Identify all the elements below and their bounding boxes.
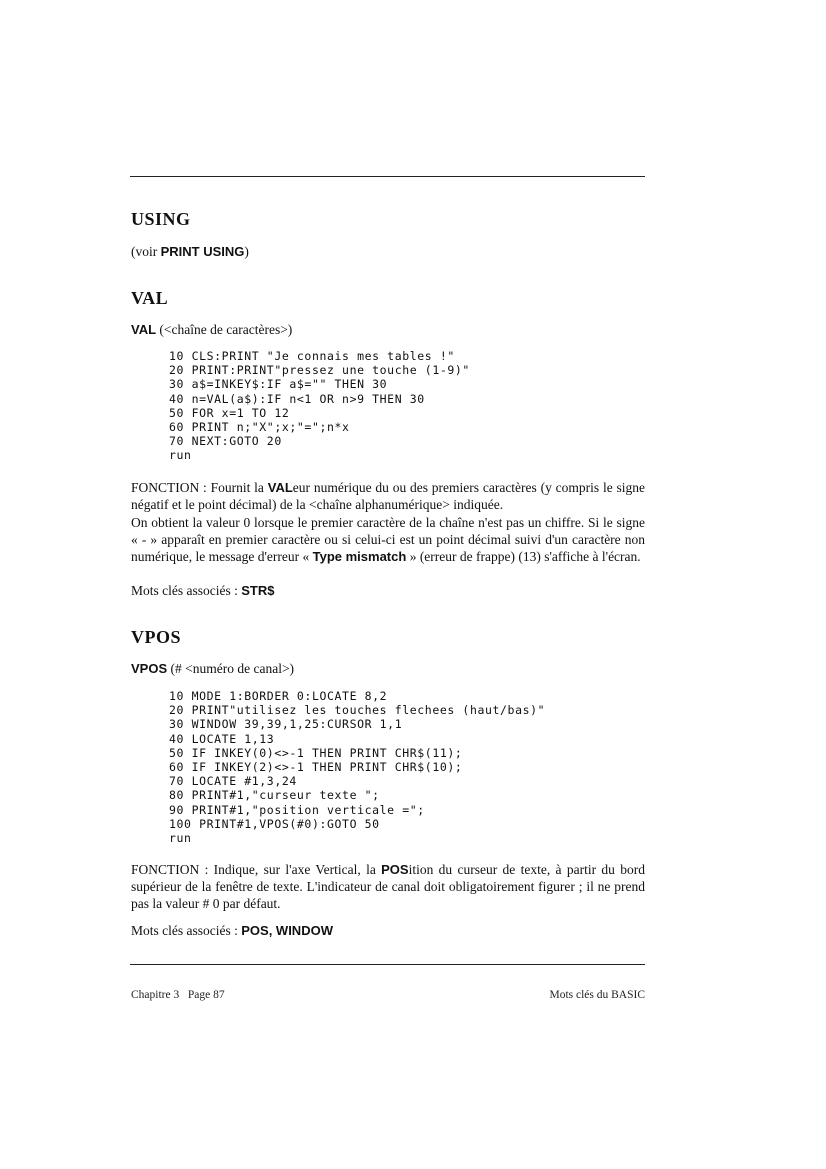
vpos-syntax-keyword: VPOS bbox=[131, 661, 168, 676]
val-related-keywords: Mots clés associés : STR$ bbox=[131, 583, 275, 598]
code-line: 10 CLS:PRINT "Je connais mes tables !" bbox=[169, 349, 455, 363]
code-line: 40 LOCATE 1,13 bbox=[169, 731, 275, 746]
val-fonction-paragraph: FONCTION : Fournit la VALeur numérique du ou des premiers caractères (y compris le signe négatif et le point décimal) de la <chaîne alphanumérique> indiquée. bbox=[131, 480, 646, 512]
vpos-related-keywords: Mots clés associés : POS, WINDOW bbox=[131, 923, 333, 938]
vpos-code-listing bbox=[169, 689, 545, 845]
code-line: 80 PRINT#1,"curseur texte "; bbox=[169, 788, 380, 803]
val-error-keyword: Type mismatch bbox=[312, 549, 407, 564]
code-line: 40 n=VAL(a$):IF n<1 OR n>9 THEN 30 bbox=[169, 391, 425, 406]
val-syntax-keyword: VAL bbox=[131, 322, 157, 337]
section-heading-val: VAL bbox=[131, 288, 169, 308]
code-line: 60 IF INKEY(2)<>-1 THEN PRINT CHR$(10); bbox=[169, 759, 463, 774]
code-line: run bbox=[169, 830, 192, 845]
header-rule bbox=[130, 176, 645, 177]
code-line: 30 WINDOW 39,39,1,25:CURSOR 1,1 bbox=[169, 717, 403, 732]
code-line: 50 IF INKEY(0)<>-1 THEN PRINT CHR$(11); bbox=[169, 745, 463, 760]
section-heading-vpos: VPOS bbox=[131, 627, 182, 647]
code-line: 100 PRINT#1,VPOS(#0):GOTO 50 bbox=[169, 816, 380, 831]
using-note: (voir PRINT USING) bbox=[131, 244, 249, 259]
val-syntax: VAL (<chaîne de caractères>) bbox=[131, 322, 293, 337]
code-line: 20 PRINT"utilisez les touches flechees (haut/bas)" bbox=[169, 703, 546, 718]
footer-rule bbox=[130, 964, 645, 965]
val-code-listing bbox=[169, 349, 470, 463]
using-note-keyword: PRINT USING bbox=[160, 244, 245, 259]
footer-page-number: Chapitre 3 Page 87 bbox=[131, 989, 225, 1001]
code-line: 70 NEXT:GOTO 20 bbox=[169, 434, 282, 449]
code-line: 10 MODE 1:BORDER 0:LOCATE 8,2 bbox=[169, 689, 388, 703]
vpos-syntax: VPOS (# <numéro de canal>) bbox=[131, 661, 295, 676]
code-line: 60 PRINT n;"X";x;"=";n*x bbox=[169, 419, 350, 434]
section-heading-using: USING bbox=[131, 209, 191, 229]
val-fonction-keyword: VAL bbox=[267, 480, 293, 495]
vpos-fonction-keyword: POS bbox=[381, 862, 409, 877]
code-line: 50 FOR x=1 TO 12 bbox=[169, 405, 290, 420]
code-line: 30 a$=INKEY$:IF a$="" THEN 30 bbox=[169, 377, 388, 392]
code-line: run bbox=[169, 448, 192, 463]
code-line: 70 LOCATE #1,3,24 bbox=[169, 774, 297, 789]
code-line: 90 PRINT#1,"position verticale ="; bbox=[169, 802, 425, 817]
val-error-paragraph: On obtient la valeur 0 lorsque le premier caractère de la chaîne n'est pas un chiffre. Si le signe « - » apparaît en premier caractère ou si celui-ci est un point décimal suivi d'un caractère non numérique, le message d'erreur « Type mismatch » (erreur de frappe) (13) s'affiche à l'écran. bbox=[131, 515, 645, 564]
vpos-fonction-paragraph: FONCTION : Indique, sur l'axe Vertical, la POSition du curseur de texte, à partir du bord supérieur de la fenêtre de texte. L'indicateur de canal doit obligatoirement figurer ; il ne prend pas la valeur # 0 par défaut. bbox=[131, 862, 645, 911]
code-line: 20 PRINT:PRINT"pressez une touche (1-9)" bbox=[169, 363, 470, 378]
footer-chapter-title: Mots clés du BASIC bbox=[549, 989, 645, 1001]
